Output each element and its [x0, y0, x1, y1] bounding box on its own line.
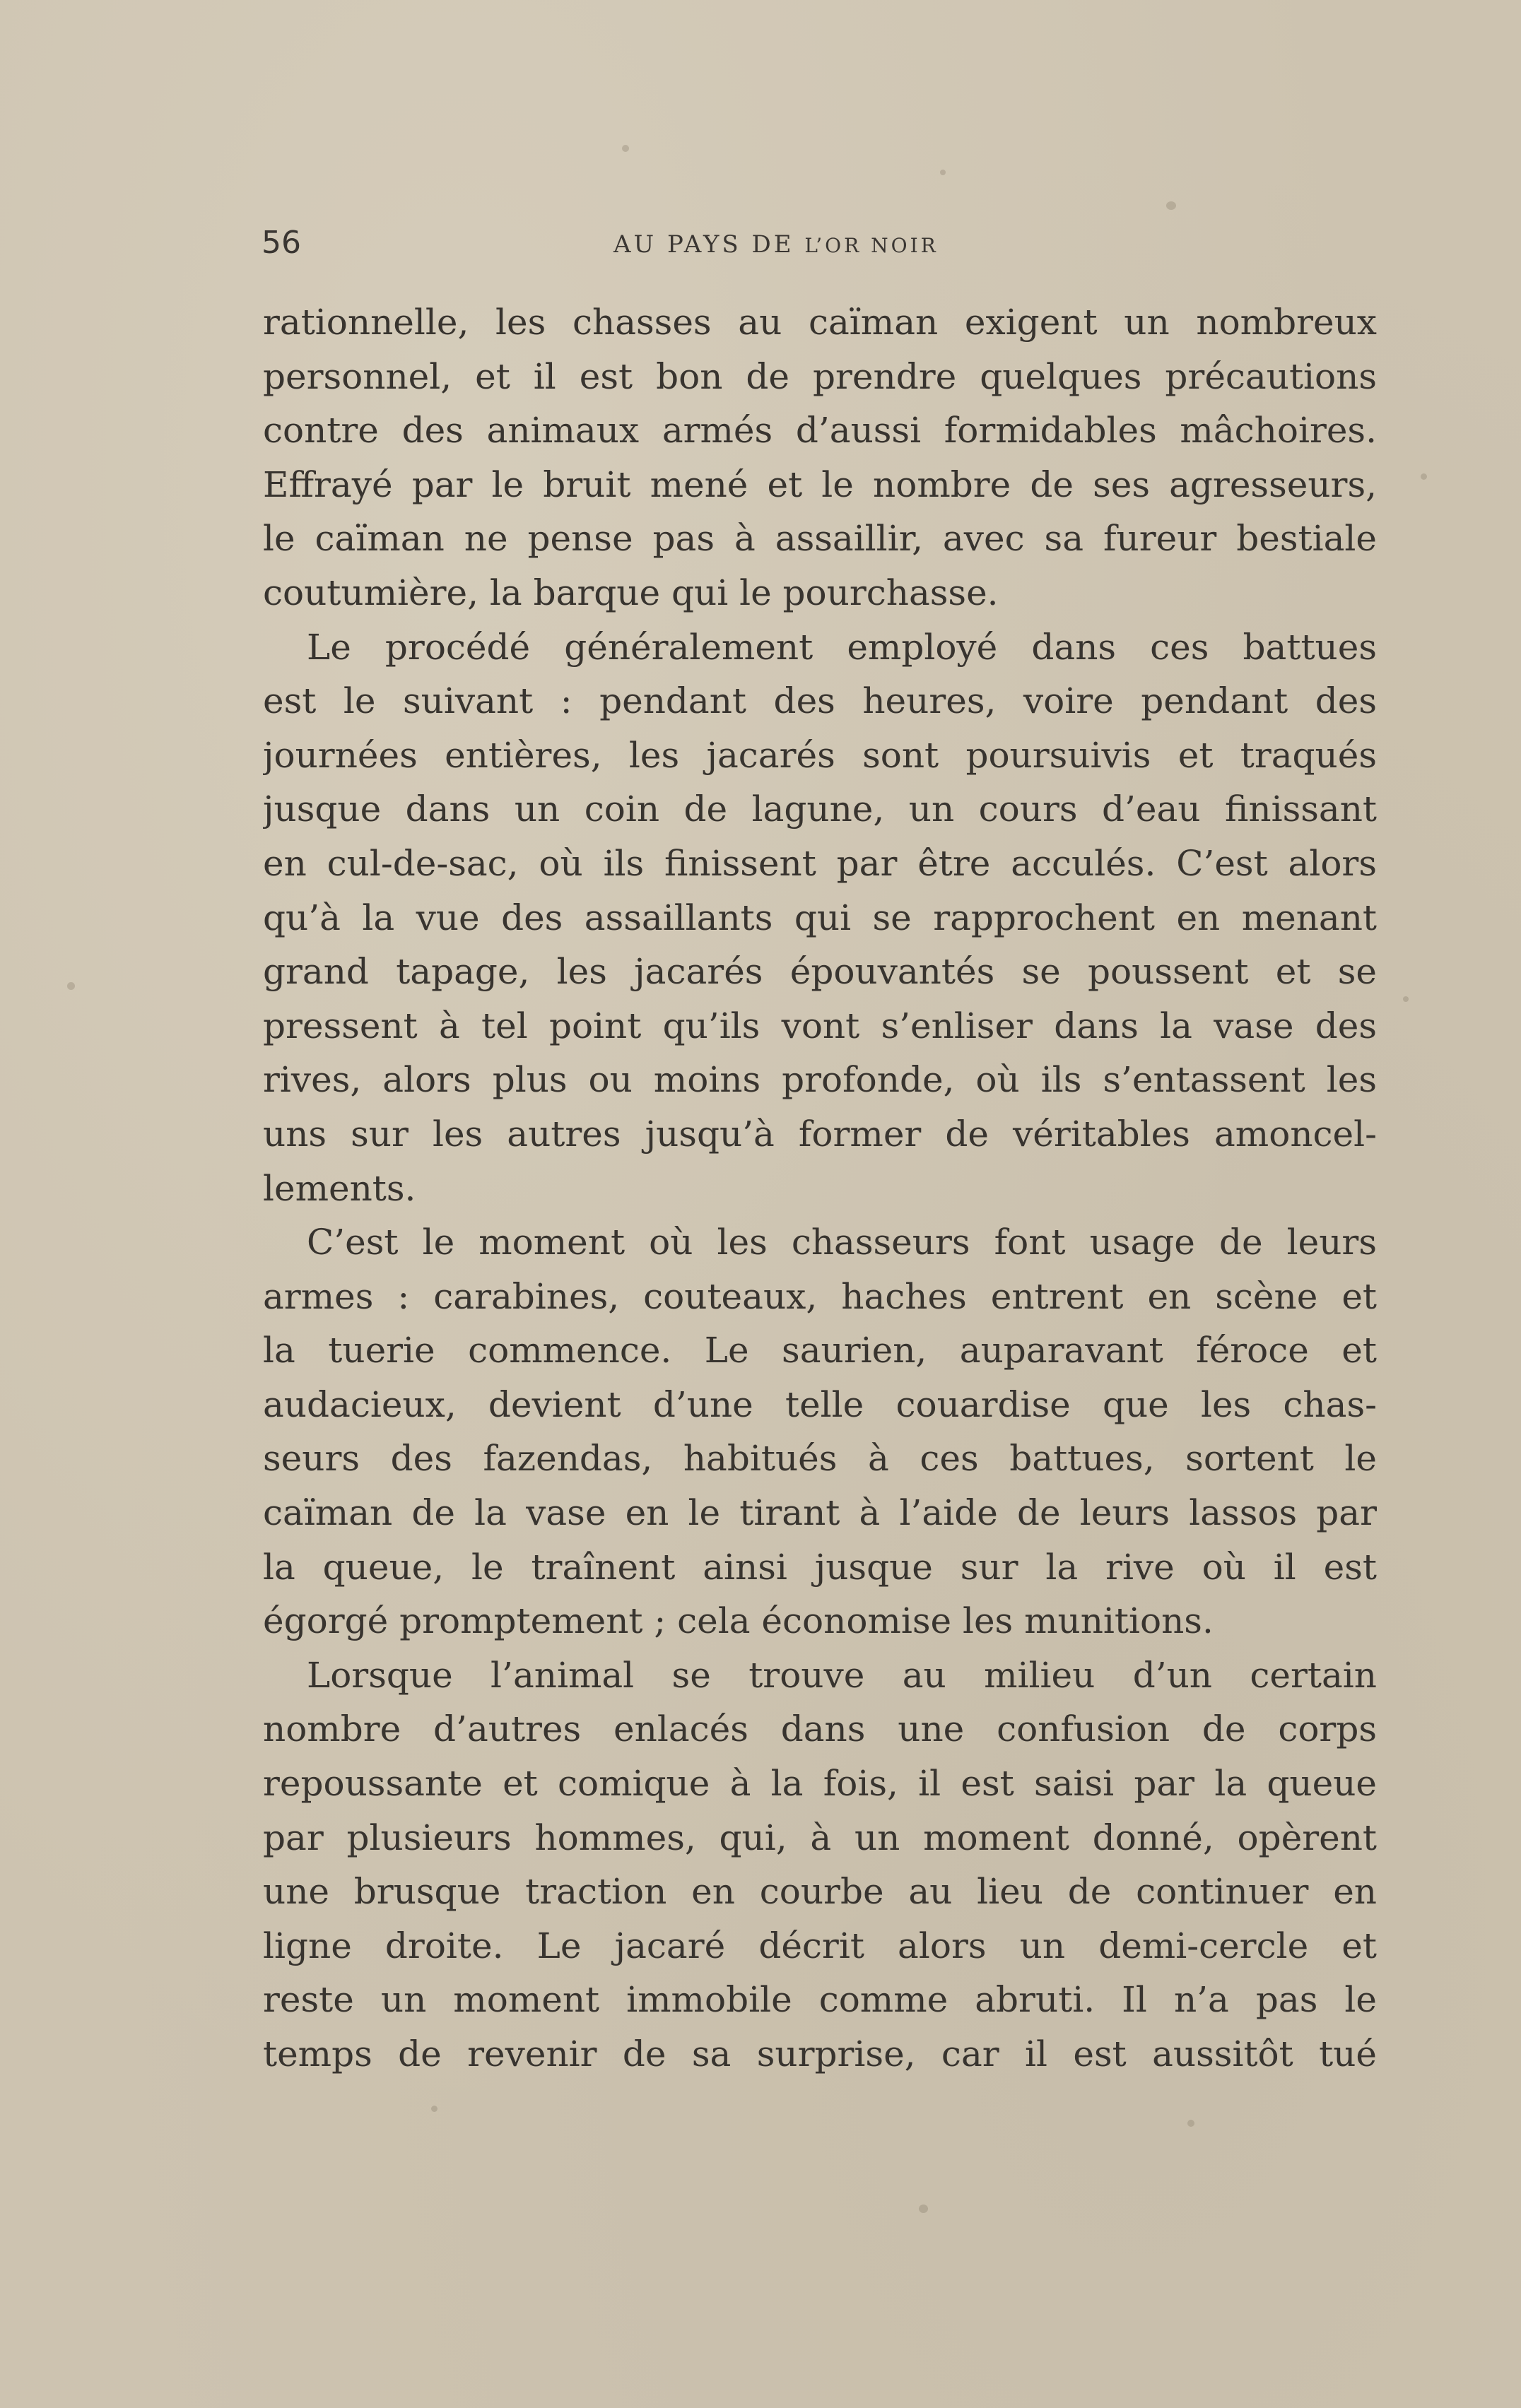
- text-line: la queue, le traînent ainsi jusque sur la rive où il est: [263, 1546, 1377, 1588]
- text-line: audacieux, devient d’une telle couardise que les chas-: [263, 1383, 1377, 1425]
- running-head: [613, 230, 939, 259]
- text-line: Lorsque l’animal se trouve au milieu d’un certain: [307, 1654, 1377, 1696]
- paper-speck: [67, 982, 75, 990]
- text-line: seurs des fazendas, habitués à ces battues, sortent le: [263, 1438, 1377, 1480]
- text-line: contre des animaux armés d’aussi formidables mâchoires.: [263, 410, 1377, 452]
- text-line: par plusieurs hommes, qui, à un moment donné, opèrent: [263, 1817, 1377, 1858]
- text-line: lements.: [263, 1167, 416, 1209]
- text-line: grand tapage, les jacarés épouvantés se poussent et se: [263, 951, 1377, 993]
- text-line: C’est le moment où les chasseurs font usage de leurs: [307, 1222, 1377, 1263]
- text-line: la tuerie commence. Le saurien, auparavant féroce et: [263, 1330, 1377, 1371]
- page-number: 56: [262, 225, 301, 261]
- text-line: qu’à la vue des assaillants qui se rapprochent en menant: [263, 897, 1377, 938]
- paper-speck: [1421, 473, 1427, 480]
- text-line: repoussante et comique à la fois, il est saisi par la queue: [263, 1763, 1377, 1805]
- text-line: le caïman ne pense pas à assaillir, avec sa fureur bestiale: [263, 518, 1377, 560]
- paper-speck: [622, 145, 629, 152]
- text-line: coutumière, la barque qui le pourchasse.: [263, 572, 999, 613]
- text-line: une brusque traction en courbe au lieu de continuer en: [263, 1871, 1377, 1913]
- paper-speck: [919, 2205, 928, 2213]
- text-line: uns sur les autres jusqu’à former de véritables amoncel-: [263, 1113, 1377, 1155]
- text-line: armes : carabines, couteaux, haches entrent en scène et: [263, 1275, 1377, 1317]
- text-line: ligne droite. Le jacaré décrit alors un demi-cercle et: [263, 1925, 1377, 1966]
- text-line: égorgé promptement ; cela économise les munitions.: [263, 1600, 1214, 1642]
- running-head-suffix: L’OR NOIR: [804, 234, 939, 257]
- page-header: [262, 225, 1378, 267]
- body-text: [263, 295, 1377, 2082]
- text-line: est le suivant : pendant des heures, voire pendant des: [263, 680, 1377, 722]
- text-line: journées entières, les jacarés sont poursuivis et traqués: [263, 734, 1377, 776]
- text-line: temps de revenir de sa surprise, car il est aussitôt tué: [263, 2034, 1377, 2074]
- paper-speck: [940, 170, 946, 175]
- text-line: rives, alors plus ou moins profonde, où ils s’entassent les: [263, 1059, 1377, 1101]
- text-line: pressent à tel point qu’ils vont s’enliser dans la vase des: [263, 1005, 1377, 1046]
- text-line: reste un moment immobile comme abruti. Il n’a pas le: [263, 1979, 1377, 2021]
- text-line: Le procédé généralement employé dans ces battues: [307, 626, 1377, 668]
- text-line: en cul-de-sac, où ils finissent par être acculés. C’est alors: [263, 842, 1377, 884]
- text-line: jusque dans un coin de lagune, un cours d’eau finissant: [263, 789, 1377, 830]
- running-head-prefix: AU PAYS DE: [613, 230, 805, 259]
- paper-speck: [1403, 996, 1409, 1002]
- text-line: Effrayé par le bruit mené et le nombre de ses agresseurs,: [263, 464, 1377, 505]
- text-line: rationnelle, les chasses au caïman exigent un nombreux: [263, 302, 1377, 343]
- text-line: nombre d’autres enlacés dans une confusion de corps: [263, 1708, 1377, 1750]
- text-line: personnel, et il est bon de prendre quelques précautions: [263, 355, 1377, 397]
- paper-speck: [1166, 201, 1176, 210]
- paper-speck: [1187, 2120, 1194, 2127]
- paper-speck: [431, 2106, 437, 2112]
- text-line: caïman de la vase en le tirant à l’aide de leurs lassos par: [263, 1492, 1377, 1534]
